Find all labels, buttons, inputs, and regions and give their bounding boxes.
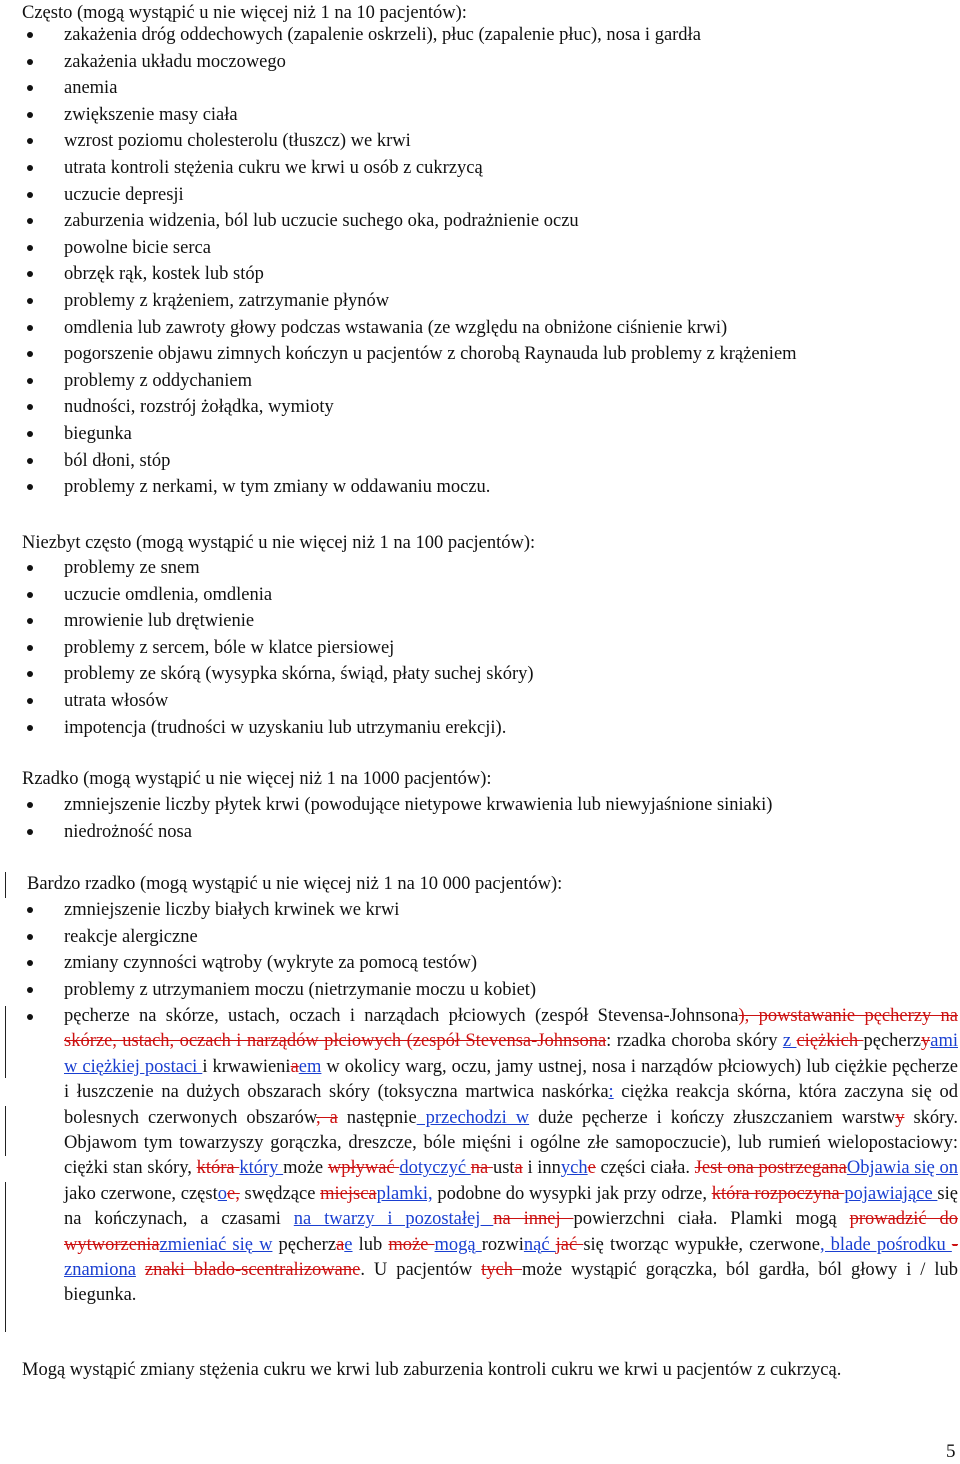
rare-side-effects-list bbox=[0, 792, 940, 845]
text-segment bbox=[136, 1260, 145, 1280]
inserted-text: mogą bbox=[434, 1234, 482, 1255]
inserted-text: , blade pośrodku bbox=[819, 1234, 952, 1255]
list-item: uczucie omdlenia, omdlenia bbox=[0, 582, 940, 609]
list-item: zmniejszenie liczby płytek krwi (powodujące nietypowe krwawienia lub niewyjaśnione siniaki) bbox=[0, 792, 940, 819]
list-item: obrzęk rąk, kostek lub stóp bbox=[0, 261, 940, 288]
deleted-text: y bbox=[895, 1107, 905, 1128]
uncommon-side-effects-list bbox=[0, 555, 940, 741]
list-item: biegunka bbox=[0, 421, 940, 448]
list-item: zmiany czynności wątroby (wykryte za pomocą testów) bbox=[0, 950, 940, 977]
list-item: uczucie depresji bbox=[0, 182, 940, 209]
inserted-text: z bbox=[782, 1031, 797, 1052]
text-segment: się tworząc wypukłe, czerwone bbox=[583, 1234, 820, 1255]
deleted-text: ), powstawanie pęcherzy na skórze, ustach, oczach i narządów płciowych (zespół Stevensa-Johnsona bbox=[64, 1006, 958, 1052]
text-segment: się na kończynach, a czasami bbox=[64, 1183, 958, 1230]
very-rare-side-effects-list bbox=[0, 897, 940, 1003]
inserted-text: e bbox=[344, 1234, 353, 1255]
inserted-text: zmieniać się w bbox=[159, 1234, 273, 1255]
text-segment: może bbox=[283, 1158, 328, 1179]
inserted-text: ami bbox=[930, 1031, 958, 1052]
inserted-text: em bbox=[298, 1056, 322, 1077]
list-item: utrata kontroli stężenia cukru we krwi u osób z cukrzycą bbox=[0, 155, 940, 182]
text-segment: pęcherz bbox=[272, 1234, 337, 1255]
text-segment: skóry. Objawom tym towarzyszy gorączka, dreszcze, bóle mięśni i ogólne złe samopoczucie), lub rumień wielopostaciowy: ciężki stan skóry, bbox=[64, 1107, 958, 1179]
text-segment: i inn bbox=[522, 1158, 561, 1179]
list-item: zmniejszenie liczby białych krwinek we krwi bbox=[0, 897, 940, 924]
list-item: impotencja (trudności w uzyskaniu lub utrzymaniu erekcji). bbox=[0, 715, 940, 742]
deleted-text: e, bbox=[226, 1183, 240, 1204]
list-item: anemia bbox=[0, 75, 940, 102]
deleted-text: na innej bbox=[493, 1209, 574, 1230]
deleted-text: , a bbox=[316, 1107, 338, 1128]
deleted-text: ciężkich bbox=[796, 1031, 864, 1052]
list-item-tracked-changes bbox=[0, 1004, 958, 1309]
section-heading-uncommon: Niezbyt często (mogą wystąpić u nie więcej niż 1 na 100 pacjentów): bbox=[22, 533, 536, 553]
text-segment: podobne do wysypki jak przy odrze, bbox=[432, 1183, 712, 1204]
deleted-text: - bbox=[951, 1234, 958, 1255]
text-segment: jako czerwone, częst bbox=[64, 1183, 218, 1204]
list-item: problemy ze snem bbox=[0, 555, 940, 582]
text-segment: rozwi bbox=[481, 1234, 524, 1255]
text-segment: . U pacjentów bbox=[360, 1260, 482, 1281]
deleted-text: jać bbox=[555, 1234, 584, 1255]
list-item: zaburzenia widzenia, ból lub uczucie suchego oka, podrażnienie oczu bbox=[0, 208, 940, 235]
deleted-text: na bbox=[470, 1158, 493, 1179]
list-item: omdlenia lub zawroty głowy podczas wstawania (ze względu na obniżone ciśnienie krwi) bbox=[0, 315, 940, 342]
text-segment: powierzchni ciała. Plamki mogą bbox=[573, 1209, 850, 1230]
common-side-effects-list bbox=[0, 22, 940, 501]
inserted-text: o bbox=[217, 1183, 227, 1204]
text-segment: może wystąpić gorączka, ból gardła, ból głowy i / lub biegunka. bbox=[64, 1260, 959, 1306]
deleted-text: prowadzić do wytworzenia bbox=[64, 1209, 959, 1255]
text-segment: w okolicy warg, oczu, jamy ustnej, nosa i narządów płciowych) lub ciężkie pęcherze i łuszczenie na dużych obszarach skóry (toksyczna martwica naskórka bbox=[64, 1056, 958, 1103]
list-item: niedrożność nosa bbox=[0, 819, 940, 846]
text-segment: ust bbox=[492, 1158, 515, 1179]
text-segment: : rzadka choroba skóry bbox=[606, 1031, 783, 1052]
inserted-text: przechodzi w bbox=[416, 1107, 530, 1128]
deleted-text: znaki blado-scentralizowane bbox=[144, 1260, 361, 1281]
inserted-text: który bbox=[239, 1158, 284, 1179]
closing-paragraph: Mogą wystąpić zmiany stężenia cukru we krwi lub zaburzenia kontroli cukru we krwi u pacjentów z cukrzycą. bbox=[22, 1360, 842, 1380]
inserted-text: ych bbox=[560, 1158, 588, 1179]
list-item: wzrost poziomu cholesterolu (tłuszcz) we krwi bbox=[0, 128, 940, 155]
inserted-text: znamiona bbox=[64, 1260, 136, 1281]
text-segment: części ciała. bbox=[595, 1158, 695, 1179]
deleted-text: może bbox=[388, 1234, 435, 1255]
inserted-text: Objawia się on bbox=[846, 1158, 958, 1179]
list-item: problemy z utrzymaniem moczu (nietrzymanie moczu u kobiet) bbox=[0, 977, 940, 1004]
deleted-text: tych bbox=[481, 1260, 522, 1281]
deleted-text: a bbox=[336, 1234, 345, 1255]
text-segment: pęcherze na skórze, ustach, oczach i narządach płciowych (zespół Stevensa-Johnsona bbox=[64, 1006, 739, 1026]
inserted-text: plamki, bbox=[376, 1183, 433, 1204]
inserted-text: : bbox=[608, 1082, 614, 1103]
list-item: problemy z krążeniem, zatrzymanie płynów bbox=[0, 288, 940, 315]
change-bar bbox=[5, 872, 6, 898]
deleted-text: y bbox=[921, 1031, 931, 1052]
list-item: problemy z nerkami, w tym zmiany w oddawaniu moczu. bbox=[0, 474, 940, 501]
deleted-text: miejsca bbox=[320, 1183, 377, 1204]
text-segment: ciężka reakcja skórna, która zaczyna się od bolesnych czerwonych obszarów bbox=[64, 1082, 958, 1128]
tracked-change-paragraph bbox=[64, 1004, 958, 1309]
list-item: problemy z oddychaniem bbox=[0, 368, 940, 395]
inserted-text: na twarzy i pozostałej bbox=[293, 1209, 494, 1230]
text-segment: i krwawieni bbox=[202, 1056, 291, 1077]
deleted-text: a bbox=[290, 1056, 299, 1077]
text-segment: duże pęcherze i kończy złuszczaniem warstw bbox=[529, 1107, 896, 1128]
text-segment: pęcherz bbox=[863, 1031, 921, 1052]
deleted-text: e bbox=[587, 1158, 596, 1179]
deleted-text: która bbox=[196, 1158, 240, 1179]
text-segment: następnie bbox=[337, 1107, 417, 1128]
text-segment: lub bbox=[352, 1234, 389, 1255]
deleted-text: która rozpoczyna bbox=[711, 1183, 845, 1204]
list-item: zakażenia dróg oddechowych (zapalenie oskrzeli), płuc (zapalenie płuc), nosa i gardła bbox=[0, 22, 940, 49]
section-heading-common: Często (mogą wystąpić u nie więcej niż 1 na 10 pacjentów): bbox=[22, 3, 467, 23]
inserted-text: pojawiające bbox=[844, 1183, 938, 1204]
section-heading-rare: Rzadko (mogą wystąpić u nie więcej niż 1 na 1000 pacjentów): bbox=[22, 769, 492, 789]
section-heading-very-rare: Bardzo rzadko (mogą wystąpić u nie więcej niż 1 na 10 000 pacjentów): bbox=[27, 874, 563, 894]
list-item: problemy ze skórą (wysypka skórna, świąd, płaty suchej skóry) bbox=[0, 661, 940, 688]
inserted-text: w ciężkiej postaci bbox=[64, 1056, 203, 1077]
list-item: zwiększenie masy ciała bbox=[0, 102, 940, 129]
list-item: pogorszenie objawu zimnych kończyn u pacjentów z chorobą Raynauda lub problemy z krążeniem bbox=[0, 341, 940, 368]
list-item: problemy z sercem, bóle w klatce piersiowej bbox=[0, 635, 940, 662]
bullet bbox=[27, 1014, 33, 1020]
list-item: reakcje alergiczne bbox=[0, 924, 940, 951]
deleted-text: Jest ona postrzegana bbox=[694, 1158, 847, 1179]
deleted-text: wpływać bbox=[327, 1158, 400, 1179]
text-segment: swędzące bbox=[239, 1183, 321, 1204]
inserted-text: nąć bbox=[523, 1234, 556, 1255]
page-number: 5 bbox=[946, 1441, 956, 1462]
list-item: nudności, rozstrój żołądka, wymioty bbox=[0, 394, 940, 421]
list-item: utrata włosów bbox=[0, 688, 940, 715]
list-item: ból dłoni, stóp bbox=[0, 448, 940, 475]
inserted-text: dotyczyć bbox=[399, 1158, 471, 1179]
list-item: zakażenia układu moczowego bbox=[0, 49, 940, 76]
list-item: mrowienie lub drętwienie bbox=[0, 608, 940, 635]
list-item: powolne bicie serca bbox=[0, 235, 940, 262]
deleted-text: a bbox=[514, 1158, 523, 1179]
